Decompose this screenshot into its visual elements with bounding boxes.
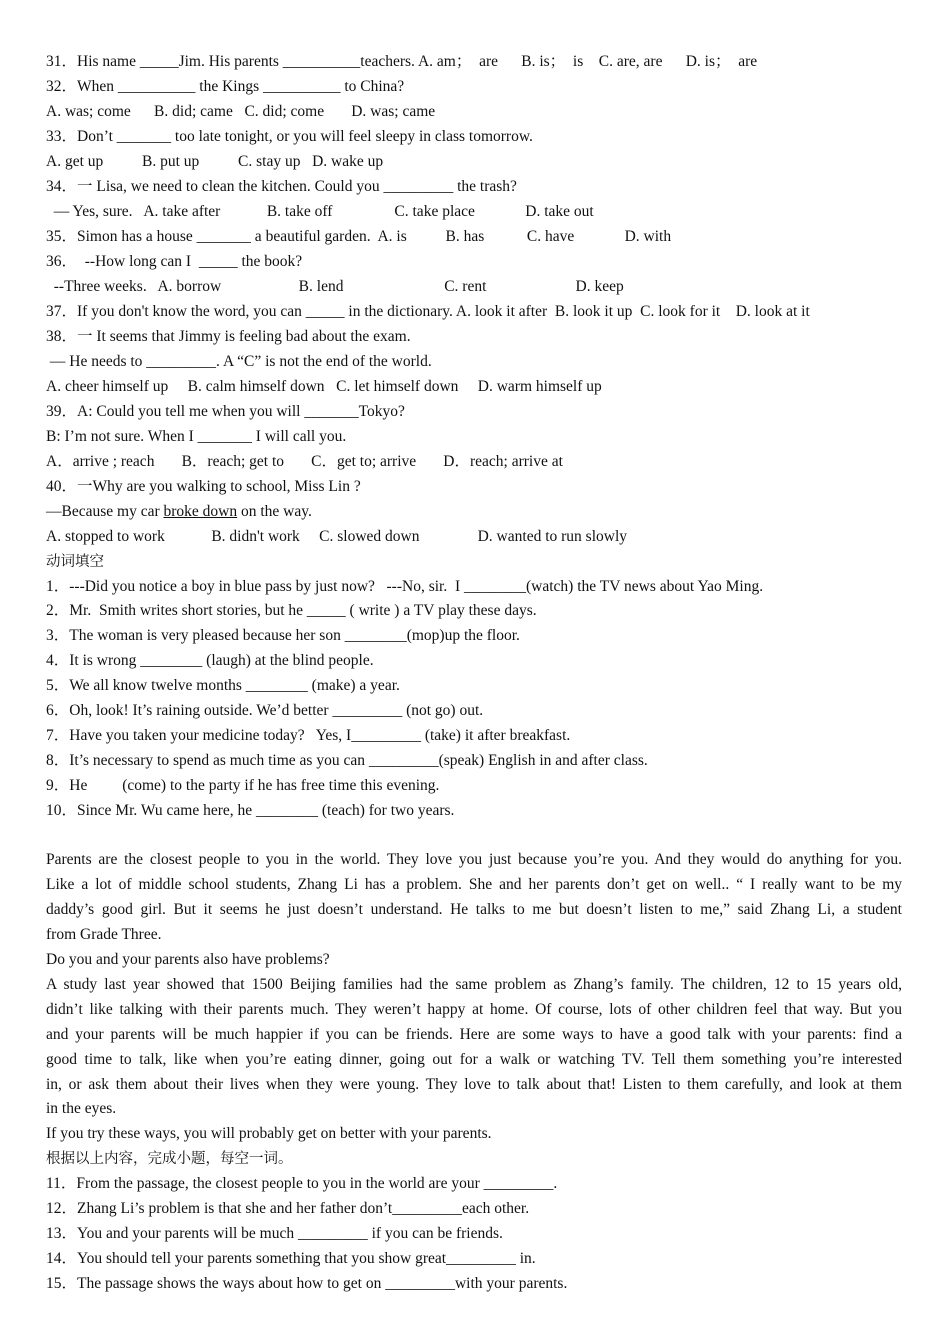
verb-item: 7．Have you taken your medicine today? Yes, I_________ (take) it after breakfast. [46,727,571,744]
question-33: 33．Don’t _______ too late tonight, or you will feel sleepy in class tomorrow. [46,128,533,145]
passage-line: A study last year showed that 1500 Beijing families had the same problem as Zhang’s family. The children, 12 to 15 years old, [46,976,902,993]
reading-question: 14．You should tell your parents something that you show great_________ in. [46,1250,536,1267]
reading-questions-heading: 根据以上内容，完成小题，每空一词。 [46,1151,293,1167]
question-40-reply-before: —Because my car [46,503,164,520]
passage-line: Like a lot of middle school students, Zhang Li has a problem. She and her parents don’t get on well.. “ I really want to be my [46,876,902,893]
verb-item: 5．We all know twelve months ________ (make) a year. [46,677,400,694]
question-36-options: --Three weeks. A. borrow B. lend C. rent D. keep [46,278,624,295]
question-40-reply-after: on the way. [237,503,312,520]
passage-line: in the eyes. [46,1100,117,1117]
question-31: 31．His name _____Jim. His parents __________teachers. A. am； are B. is； is C. are, are D. is； are [46,53,758,70]
passage-line: from Grade Three. [46,926,162,943]
verb-item: 3．The woman is very pleased because her son ________(mop)up the floor. [46,627,520,644]
verb-item: 4．It is wrong ________ (laugh) at the blind people. [46,652,374,669]
question-38-reply: — He needs to _________. A “C” is not the end of the world. [46,353,432,370]
question-40: 40．一Why are you walking to school, Miss Lin ? [46,478,361,495]
verb-item: 1．---Did you notice a boy in blue pass by just now? ---No, sir. I ________(watch) the TV news about Yao Ming. [46,578,764,595]
question-38-options: A. cheer himself up B. calm himself down C. let himself down D. warm himself up [46,378,602,395]
question-40-underlined-phrase: broke down [163,503,238,520]
passage-line: and your parents will be much happier if you can be friends. Here are some ways to have a good talk with your parents: find a [46,1026,902,1043]
reading-question: 11．From the passage, the closest people to you in the world are your _________. [46,1175,558,1192]
question-37: 37．If you don't know the word, you can _____ in the dictionary. A. look it after B. look it up C. look for it D. look at it [46,303,810,320]
question-33-options: A. get up B. put up C. stay up D. wake up [46,153,384,170]
question-40-options: A. stopped to work B. didn't work C. slowed down D. wanted to run slowly [46,528,628,545]
question-39-b: B: I’m not sure. When I _______ I will call you. [46,428,347,445]
passage-line: If you try these ways, you will probably get on better with your parents. [46,1125,492,1142]
question-35: 35．Simon has a house _______ a beautiful garden. A. is B. has C. have D. with [46,228,672,245]
passage-line: in, or ask them about their lives when they were young. They love to talk about that! Listen to them carefully, and look at them [46,1076,902,1093]
passage-line: good time to talk, like when you’re eating dinner, going out for a walk or watching TV. Tell them something you’re interested [46,1051,902,1068]
question-34-options: — Yes, sure. A. take after B. take off C. take place D. take out [46,203,594,220]
verb-item: 6．Oh, look! It’s raining outside. We’d better _________ (not go) out. [46,702,484,719]
passage-line: Parents are the closest people to you in the world. They love you just because you’re you. And they would do anything for you. [46,851,902,868]
question-39: 39．A: Could you tell me when you will _______Tokyo? [46,403,405,420]
reading-question: 15．The passage shows the ways about how to get on _________with your parents. [46,1275,568,1292]
reading-question: 13．You and your parents will be much _________ if you can be friends. [46,1225,503,1242]
question-39-options: A．arrive ; reach B．reach; get to C．get to; arrive D．reach; arrive at [46,453,563,470]
question-40-reply [46,502,312,522]
reading-question: 12．Zhang Li’s problem is that she and her father don’t_________each other. [46,1200,530,1217]
verb-item: 8．It’s necessary to spend as much time as you can _________(speak) English in and after class. [46,752,648,769]
question-38: 38．一 It seems that Jimmy is feeling bad about the exam. [46,328,411,345]
question-34: 34．一 Lisa, we need to clean the kitchen. Could you _________ the trash? [46,178,517,195]
verb-item: 10．Since Mr. Wu came here, he ________ (teach) for two years. [46,802,455,819]
verb-item: 2．Mr. Smith writes short stories, but he _____ ( write ) a TV play these days. [46,602,537,619]
passage-line: daddy’s good girl. But it seems he just doesn’t understand. He talks to me but doesn’t listen to me,” said Zhang Li, a student [46,901,902,918]
question-32-options: A. was; come B. did; came C. did; come D. was; came [46,103,436,120]
verb-section-heading: 动词填空 [46,554,104,570]
question-32: 32．When __________ the Kings __________ to China? [46,78,405,95]
passage-line: didn’t like talking with their parents much. They weren’t happy at home. Of course, lots of other children feel that way. But you [46,1001,902,1018]
passage-line: Do you and your parents also have problems? [46,951,330,968]
question-36: 36． --How long can I _____ the book? [46,253,303,270]
verb-item: 9．He (come) to the party if he has free time this evening. [46,777,440,794]
